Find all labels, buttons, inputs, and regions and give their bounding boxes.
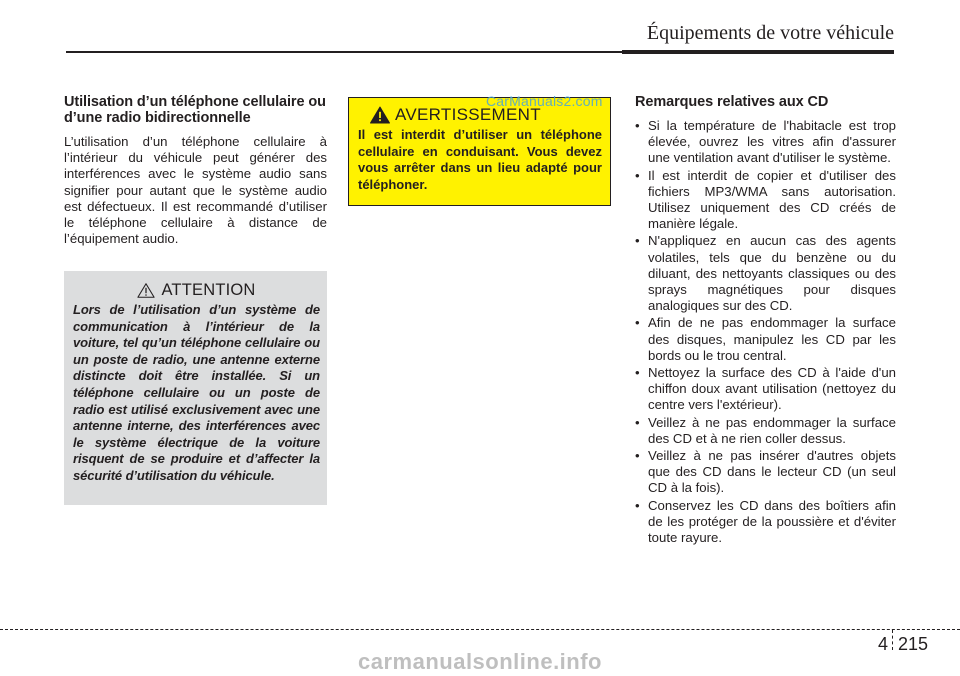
footer-divider <box>0 629 960 630</box>
list-item: • Si la température de l'habitacle est trop élevée, ouvrez les vitres afin d'assurer une ventilation avant d'utiliser le système. <box>635 118 896 167</box>
list-item: • Nettoyez la surface des CD à l'aide d'un chiffon doux avant utilisation (nettoyez du centre vers l'extérieur). <box>635 365 896 414</box>
phone-paragraph: L’utilisation d’un téléphone cellulaire à l’intérieur du véhicule peut générer des interférences avec le système audio sans signifier pour autant que le système audio est défectueux. Il est recommandé d’utiliser le téléphone cellulaire à distance de l’équipement audio. <box>64 134 327 247</box>
warning-box <box>348 97 611 206</box>
left-column <box>64 94 327 247</box>
list-item: • Veillez à ne pas insérer d'autres objets que des CD dans le lecteur CD (un seul CD à la fois). <box>635 448 896 497</box>
list-item: • Conservez les CD dans des boîtiers afin de les protéger de la poussière et d'éviter toute rayure. <box>635 498 896 547</box>
watermark-bottom: carmanualsonline.info <box>358 649 602 674</box>
caution-triangle-icon <box>137 282 155 299</box>
running-header-title: Équipements de votre véhicule <box>646 22 894 44</box>
watermark-top: CarManuals2.com <box>486 93 603 109</box>
list-item: • N'appliquez en aucun cas des agents volatiles, tels que du benzène ou du diluant, des nettoyants classiques ou des sprays magnétiques pour disques analogiques sur des CD. <box>635 233 896 314</box>
attention-header <box>73 281 320 300</box>
page-number: 215 <box>898 634 929 654</box>
attention-title: ATTENTION <box>161 281 256 299</box>
list-item: • Afin de ne pas endommager la surface des disques, manipulez les CD par les bords ou le trou central. <box>635 315 896 364</box>
warning-triangle-icon <box>370 106 390 124</box>
list-item: • Il est interdit de copier et d'utiliser des fichiers MP3/WMA sans autorisation. Utilisez uniquement des CD créés de manière légale. <box>635 168 896 233</box>
section-heading-cd: Remarques relatives aux CD <box>635 94 829 110</box>
attention-text: Lors de l’utilisation d’un système de communication à l’intérieur de la voiture, tel qu’un téléphone cellulaire ou un poste de radio, une antenne externe distincte doit être installée. Si un téléphone cellulaire ou un poste de radio est utilisé exclusivement avec une antenne interne, des interférences avec le système électrique de la voiture risquent de se produire et d’affecter la sécurité d’utilisation du véhicule. <box>73 302 320 483</box>
footer-separator <box>892 630 893 650</box>
warning-title: AVERTISSEMENT <box>395 105 541 124</box>
warning-text: Il est interdit d’utiliser un téléphone cellulaire en conduisant. Vous devez vous arrêter dans un lieu adapté pour téléphoner. <box>358 127 602 192</box>
cd-remarks-list <box>635 118 896 546</box>
section-heading-phone: Utilisation d’un téléphone cellulaire ou d’une radio bidirectionnelle <box>64 94 326 126</box>
attention-box <box>64 271 327 505</box>
right-column <box>635 94 896 547</box>
header-rule-accent <box>622 50 894 54</box>
list-item: • Veillez à ne pas endommager la surface des CD et à ne rien coller dessus. <box>635 415 896 447</box>
chapter-number: 4 <box>878 634 889 654</box>
